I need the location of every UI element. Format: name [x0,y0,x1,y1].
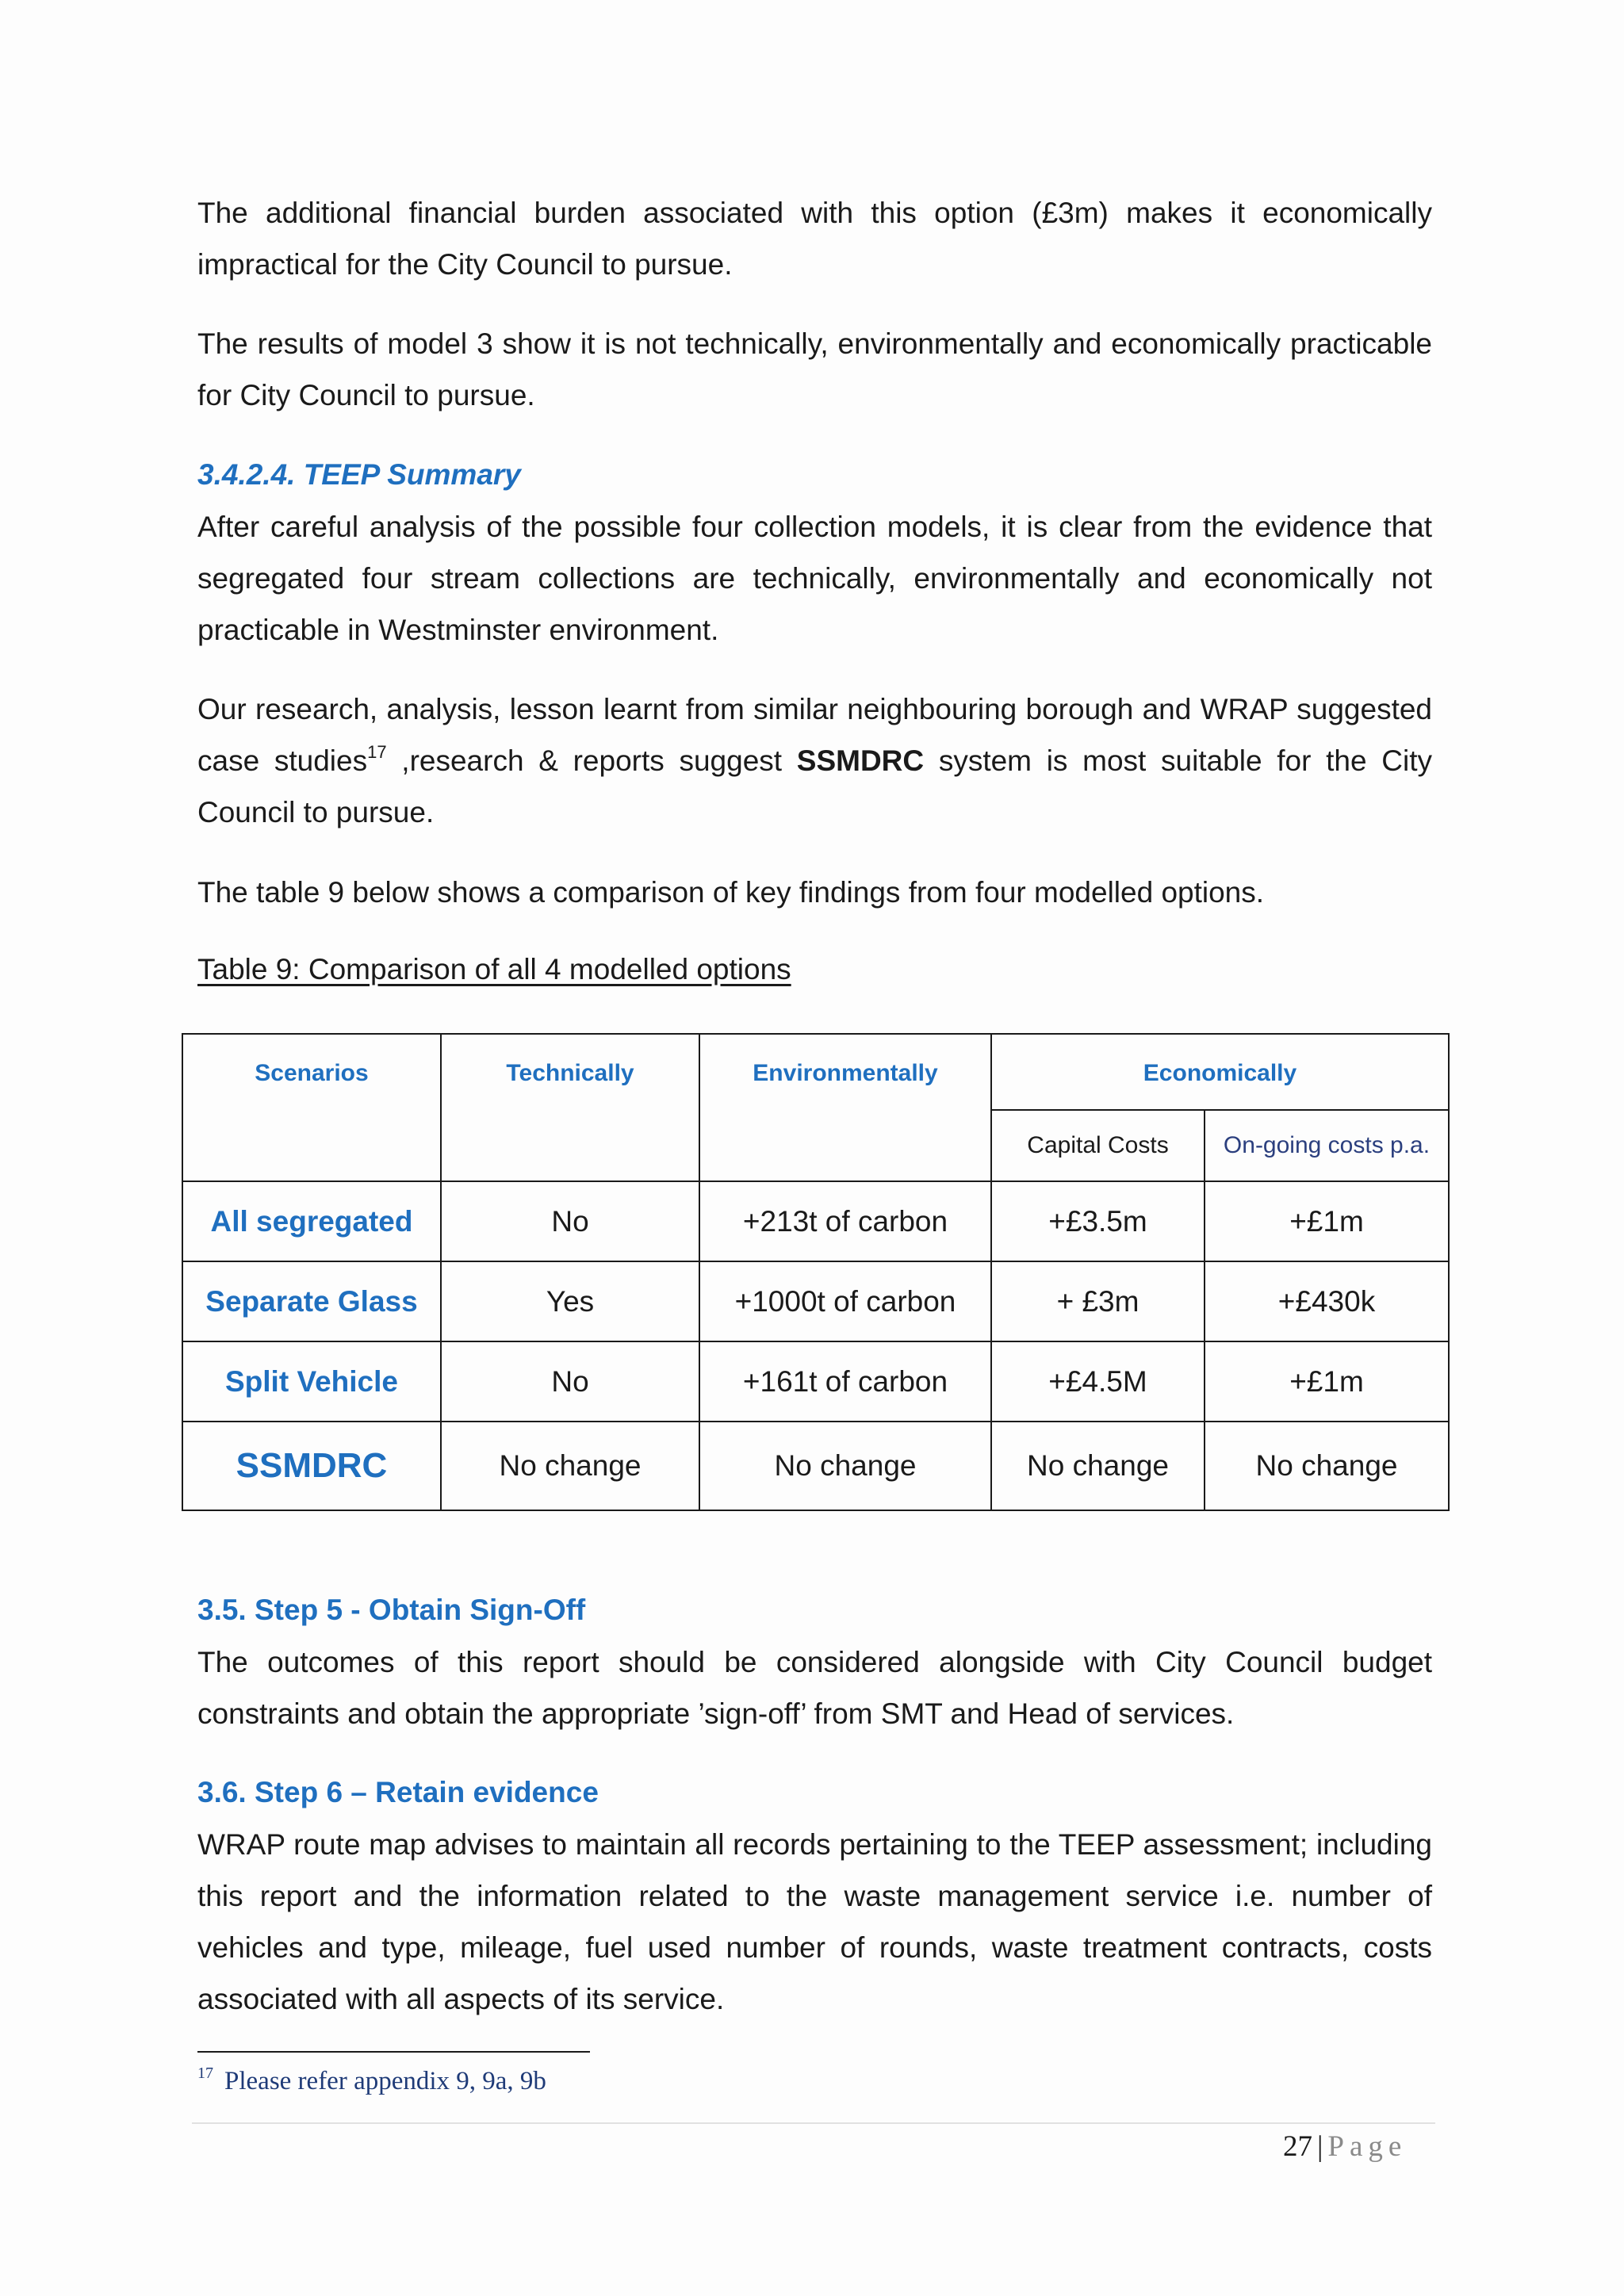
table-row [182,1422,1449,1510]
research-text-a: Our research, analysis, lesson learnt from similar neighbouring borough and WRAP suggested case studies [197,693,1432,777]
header-environmentally: Environmentally [699,1034,991,1181]
row-capital-costs: +£4.5M [991,1341,1205,1422]
row-environmentally: +161t of carbon [699,1341,991,1422]
research-text-c: system is most suitable for the City Council to pursue. [197,744,1432,828]
page-label: Page [1327,2130,1408,2163]
header-ongoing-costs: On-going costs p.a. [1205,1110,1449,1181]
table-row [182,1181,1449,1261]
footer-separator: | [1317,2130,1323,2163]
row-technically: Yes [441,1261,699,1341]
paragraph-research-ssmdrc [197,683,1432,838]
heading-step-5: 3.5. Step 5 - Obtain Sign-Off [197,1594,586,1626]
footnote-reference[interactable]: 17 [367,742,387,762]
heading-step-6: 3.6. Step 6 – Retain evidence [197,1776,599,1808]
row-technically: No [441,1341,699,1422]
page-footer [1283,2127,1407,2167]
ssmdrc-bold: SSMDRC [796,744,925,777]
header-economically: Economically [991,1034,1449,1110]
paragraph-teep-analysis: After careful analysis of the possible four collection models, it is clear from the evidence that segregated four stream collections are technically, environmentally and economically not practicable in Westminster environment. [197,511,1432,646]
row-environmentally: +1000t of carbon [699,1261,991,1341]
header-scenarios: Scenarios [182,1034,441,1181]
row-environmentally: +213t of carbon [699,1181,991,1261]
row-capital-costs: +£3.5m [991,1181,1205,1261]
table-row [182,1261,1449,1341]
row-scenario: Split Vehicle [182,1341,441,1422]
page-number: 27 [1283,2130,1312,2163]
footer-divider [192,2122,1435,2124]
row-environmentally: No change [699,1422,991,1510]
row-technically: No change [441,1422,699,1510]
row-scenario: All segregated [182,1181,441,1261]
header-technically: Technically [441,1034,699,1181]
row-capital-costs: No change [991,1422,1205,1510]
paragraph-table-intro: The table 9 below shows a comparison of key findings from four modelled options. [197,876,1265,909]
row-ongoing-costs: +£1m [1205,1341,1449,1422]
research-text-b: ,research & reports suggest [386,744,797,777]
row-technically: No [441,1181,699,1261]
header-capital-costs: Capital Costs [991,1110,1205,1181]
paragraph-retain-evidence: WRAP route map advises to maintain all records pertaining to the TEEP assessment; including this report and the information related to the waste management service i.e. number of vehicles and type, mileage, fuel used number of rounds, waste treatment contracts, costs associated with all aspects of its service. [197,1828,1432,2015]
footnote-divider [197,2051,590,2053]
paragraph-model-3-results: The results of model 3 show it is not technically, environmentally and economically practicable for City Council to pursue. [197,327,1432,411]
row-ongoing-costs: +£430k [1205,1261,1449,1341]
table-header-row [182,1034,1449,1110]
table-row [182,1341,1449,1422]
comparison-table [182,1033,1450,1511]
table-caption: Table 9: Comparison of all 4 modelled options [197,953,791,985]
footnote [197,2061,546,2101]
paragraph-financial-burden: The additional financial burden associated with this option (£3m) makes it economically impractical for the City Council to pursue. [197,197,1432,281]
row-ongoing-costs: +£1m [1205,1181,1449,1261]
row-ongoing-costs: No change [1205,1422,1449,1510]
paragraph-sign-off: The outcomes of this report should be considered alongside with City Council budget constraints and obtain the appropriate ’sign-off’ from SMT and Head of services. [197,1646,1432,1730]
heading-teep-summary: 3.4.2.4. TEEP Summary [197,458,521,491]
footnote-number: 17 [197,2064,213,2082]
row-scenario: Separate Glass [182,1261,441,1341]
footnote-text: Please refer appendix 9, 9a, 9b [224,2067,546,2095]
row-scenario: SSMDRC [182,1422,441,1510]
row-capital-costs: + £3m [991,1261,1205,1341]
